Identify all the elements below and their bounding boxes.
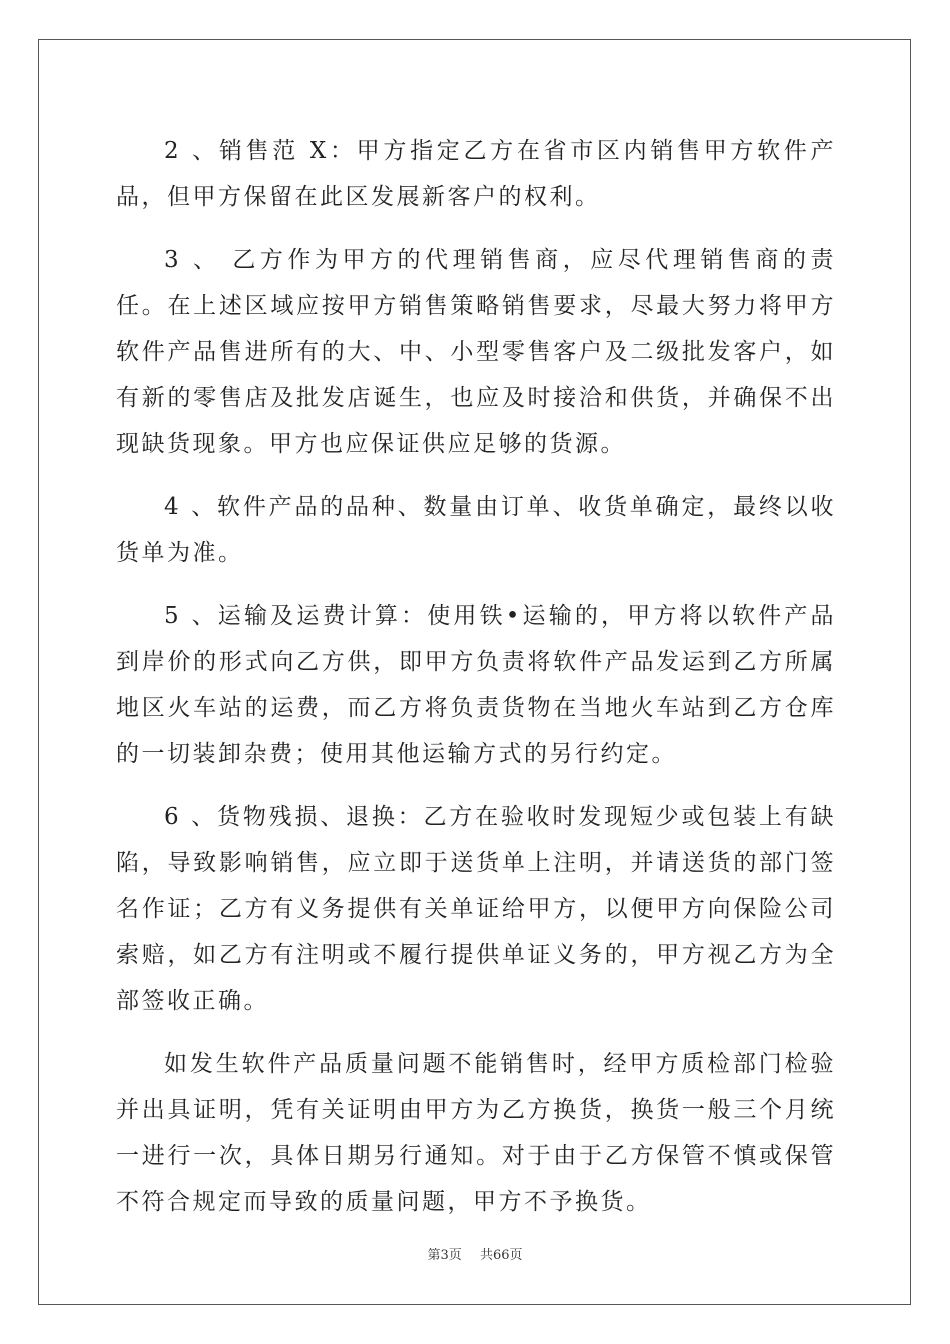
page-total: 共66页 (479, 1248, 523, 1263)
paragraph-3: 3 、 乙方作为甲方的代理销售商，应尽代理销售商的责任。在上述区域应按甲方销售策略销售要求，尽最大努力将甲方软件产品售进所有的大、中、小型零售客户及二级批发客户，如有新的零售店及批发店诞生，也应及时接洽和供货，并确保不出现缺货现象。甲方也应保证供应足够的货源。 (116, 247, 836, 457)
paragraph-quality: 如发生软件产品质量问题不能销售时，经甲方质检部门检验并出具证明，凭有关证明由甲方为乙方换货，换货一般三个月统一进行一次，具体日期另行通知。对于由于乙方保管不慎或保管不符合规定而导致的质量问题，甲方不予换货。 (116, 1051, 836, 1215)
page-footer (0, 1244, 950, 1263)
page-number: 第3页 (427, 1248, 462, 1263)
paragraph-4: 4 、软件产品的品种、数量由订单、收货单确定，最终以收货单为准。 (116, 494, 836, 566)
document-body (116, 128, 836, 1242)
paragraph-2: 2 、销售范 X：甲方指定乙方在省市区内销售甲方软件产品，但甲方保留在此区发展新客户的权利。 (116, 138, 836, 210)
paragraph-5: 5 、运输及运费计算：使用铁•运输的，甲方将以软件产品到岸价的形式向乙方供，即甲方负责将软件产品发运到乙方所属地区火车站的运费，而乙方将负责货物在当地火车站到乙方仓库的一切装卸杂费；使用其他运输方式的另行约定。 (116, 603, 836, 767)
paragraph-6: 6 、货物残损、退换：乙方在验收时发现短少或包装上有缺陷，导致影响销售，应立即于送货单上注明，并请送货的部门签名作证；乙方有义务提供有关单证给甲方，以便甲方向保险公司索赔，如乙方有注明或不履行提供单证义务的，甲方视乙方为全部签收正确。 (116, 804, 836, 1014)
